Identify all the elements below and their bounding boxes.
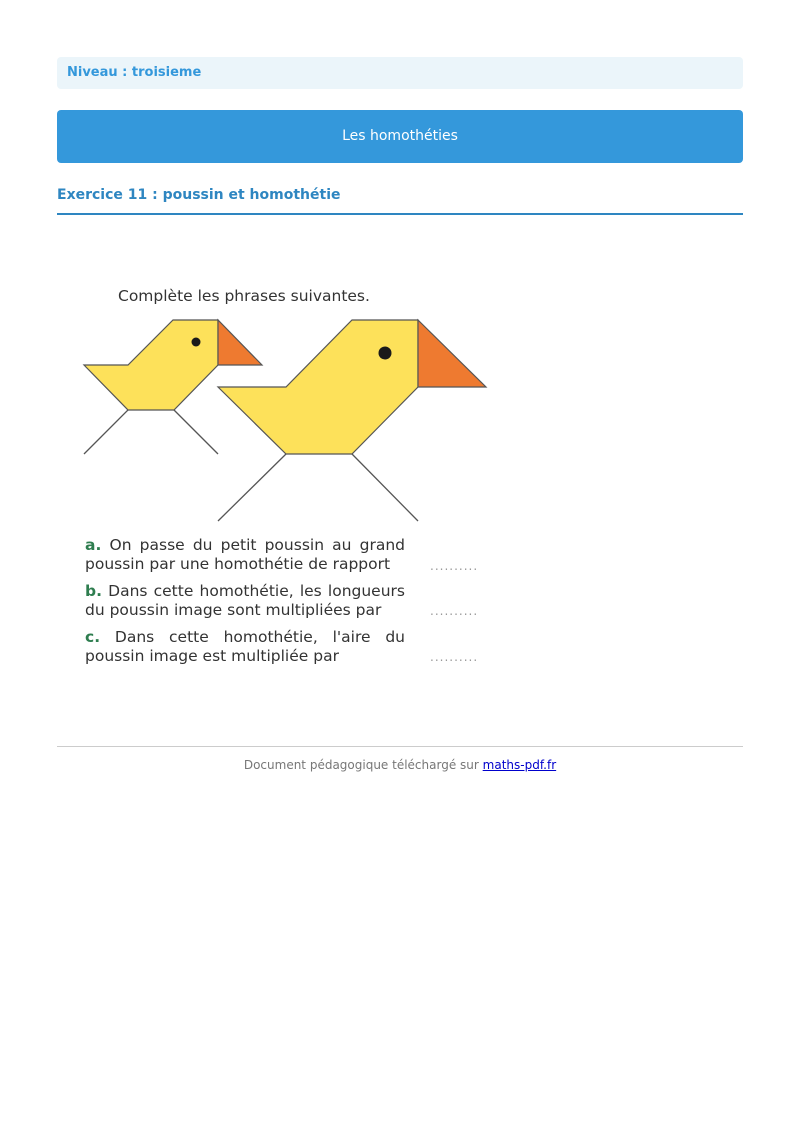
question-b-letter: b. — [85, 582, 102, 600]
big-chick-eye — [379, 347, 392, 360]
small-chick-leg-left — [84, 410, 128, 454]
footer-text: Document pédagogique téléchargé sur — [243, 758, 479, 772]
question-b-text: Dans cette homothétie, les longueurs du poussin image sont multipliées par — [85, 582, 405, 619]
question-c — [85, 628, 405, 666]
level-label: Niveau : troisieme — [57, 57, 743, 89]
question-a — [85, 536, 405, 574]
small-chick-body — [84, 320, 218, 410]
footer-divider — [57, 746, 743, 747]
exercise-title: Exercice 11 : poussin et homothétie — [57, 184, 743, 215]
small-chick-leg-right — [174, 410, 218, 454]
question-a-text: On passe du petit poussin au grand poussin par une homothétie de rapport — [85, 536, 405, 573]
big-chick-leg-left — [218, 454, 286, 521]
question-a-letter: a. — [85, 536, 102, 554]
footer-link[interactable]: maths-pdf.fr — [482, 758, 557, 772]
chapter-title: Les homothéties — [57, 110, 743, 163]
small-chick-beak — [218, 320, 262, 365]
footer — [57, 758, 743, 772]
question-c-letter: c. — [85, 628, 101, 646]
big-chick-beak — [418, 320, 486, 387]
question-b — [85, 582, 405, 620]
small-chick-eye — [192, 338, 201, 347]
question-c-text: Dans cette homothétie, l'aire du poussin image est multipliée par — [85, 628, 405, 665]
big-chick-leg-right — [352, 454, 418, 521]
answer-blank-c[interactable]: .......... — [430, 650, 479, 664]
answer-blank-b[interactable]: .......... — [430, 604, 479, 618]
big-chick-body — [218, 320, 418, 454]
instruction-text: Complète les phrases suivantes. — [118, 287, 370, 305]
answer-blank-a[interactable]: .......... — [430, 559, 479, 573]
